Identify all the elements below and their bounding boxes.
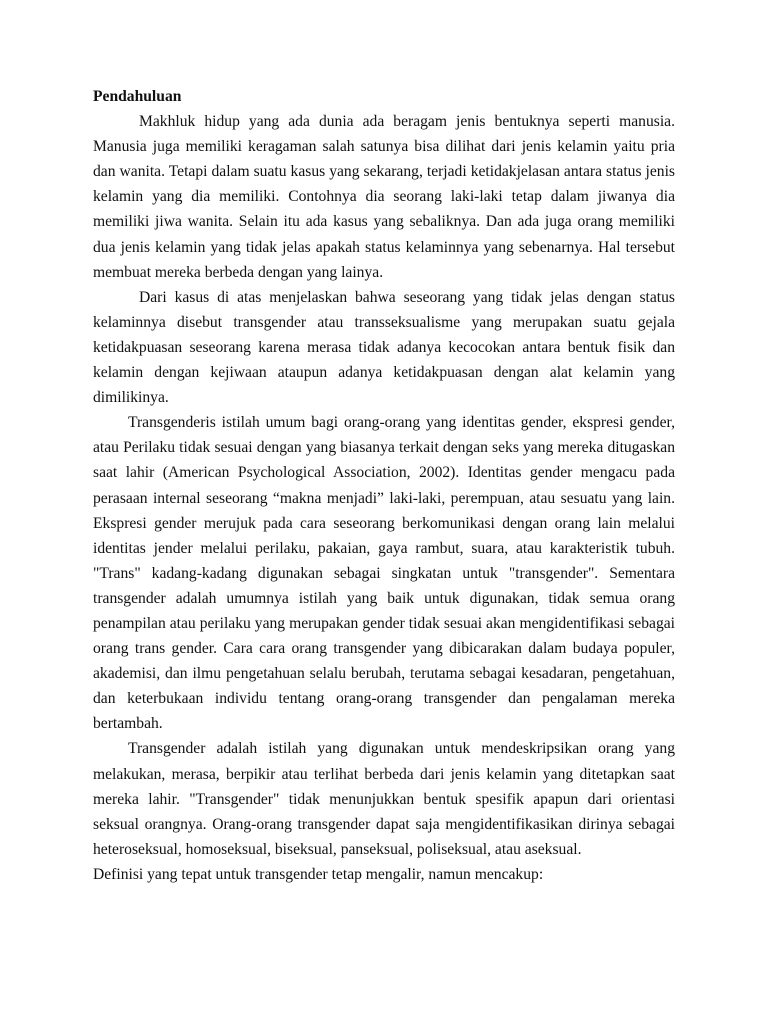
paragraph-3: Transgenderis istilah umum bagi orang-orang yang identitas gender, ekspresi gender, atau Perilaku tidak sesuai dengan yang biasanya terkait dengan seks yang mereka ditugaskan saat lahir (American Psychological Association, 2002). Identitas gender mengacu pada perasaan internal seseorang “makna menjadi” laki-laki, perempuan, atau sesuatu yang lain. Ekspresi gender merujuk pada cara seseorang berkomunikasi dengan orang lain melalui identitas jender melalui perilaku, pakaian, gaya rambut, suara, atau karakteristik tubuh. "Trans" kadang-kadang digunakan sebagai singkatan untuk "transgender". Sementara transgender adalah umumnya istilah yang baik untuk digunakan, tidak semua orang penampilan atau perilaku yang merupakan gender tidak sesuai akan mengidentifikasi sebagai orang trans gender. Cara cara orang transgender yang dibicarakan dalam budaya populer, akademisi, dan ilmu pengetahuan selalu berubah, terutama sebagai kesadaran, pengetahuan, dan keterbukaan individu tentang orang-orang transgender dan pengalaman mereka bertambah. bbox=[93, 414, 675, 733]
document-body bbox=[93, 84, 675, 887]
paragraph-2: Dari kasus di atas menjelaskan bahwa seseorang yang tidak jelas dengan status kelaminnya disebut transgender atau transseksualisme yang merupakan suatu gejala ketidakpuasan seseorang karena merasa tidak adanya kecocokan antara bentuk fisik dan kelamin dengan kejiwaan ataupun adanya ketidakpuasan dengan alat kelamin yang dimilikinya. bbox=[93, 288, 675, 407]
section-heading: Pendahuluan bbox=[93, 88, 182, 105]
paragraph-4: Transgender adalah istilah yang digunakan untuk mendeskripsikan orang yang melakukan, merasa, berpikir atau terlihat berbeda dari jenis kelamin yang ditetapkan saat mereka lahir. "Transgender" tidak menunjukkan bentuk spesifik apapun dari orientasi seksual orangnya. Orang-orang transgender dapat saja mengidentifikasikan dirinya sebagai heteroseksual, homoseksual, biseksual, panseksual, poliseksual, atau aseksual. bbox=[93, 740, 675, 858]
paragraph-1: Makhluk hidup yang ada dunia ada beragam jenis bentuknya seperti manusia. Manusia juga memiliki keragaman salah satunya bisa dilihat dari jenis kelamin yaitu pria dan wanita. Tetapi dalam suatu kasus yang sekarang, terjadi ketidakjelasan antara status jenis kelamin yang dia memiliki. Contohnya dia seorang laki-laki tetap dalam jiwanya dia memiliki jiwa wanita. Selain itu ada kasus yang sebaliknya. Dan ada juga orang memiliki dua jenis kelamin yang tidak jelas apakah status kelaminnya yang sebenarnya. Hal tersebut membuat mereka berbeda dengan yang lainya. bbox=[93, 113, 675, 281]
paragraph-5: Definisi yang tepat untuk transgender tetap mengalir, namun mencakup: bbox=[93, 865, 544, 883]
